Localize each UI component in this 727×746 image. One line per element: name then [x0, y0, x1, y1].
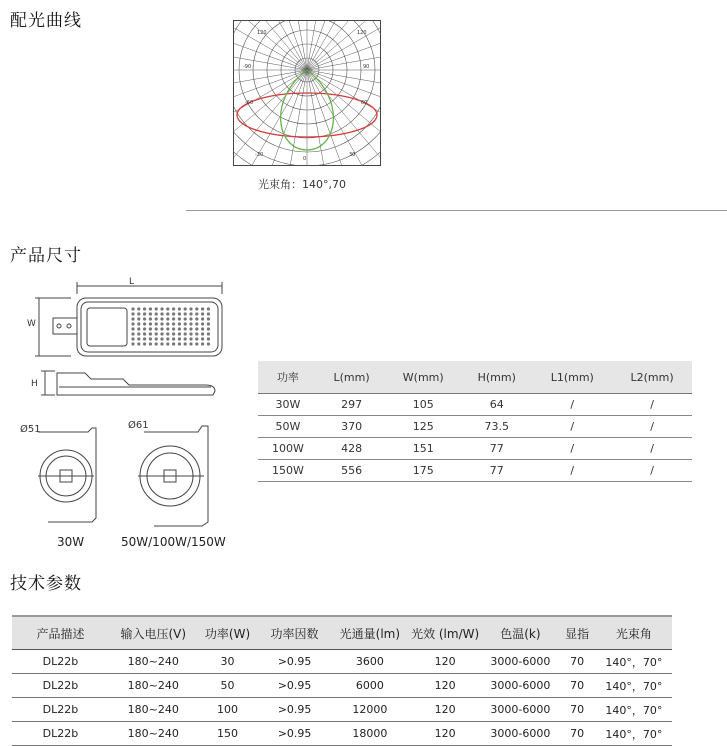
led-dot [149, 337, 152, 340]
polar-ring-label: 60 [361, 100, 368, 106]
led-dot [131, 312, 134, 315]
led-dot [155, 307, 158, 310]
led-dot [137, 312, 140, 315]
led-dot [207, 322, 210, 325]
polar-ring-label: 0 [303, 156, 307, 162]
table-cell: 70 [559, 650, 596, 674]
led-dot [178, 312, 181, 315]
led-dot [201, 322, 204, 325]
led-dot [155, 322, 158, 325]
led-dot [178, 342, 181, 345]
table-cell: >0.95 [257, 698, 331, 722]
led-dot [166, 322, 169, 325]
tech-title: 技术参数 [10, 574, 82, 594]
led-dot [178, 337, 181, 340]
col-header: 光束角 [596, 616, 672, 650]
led-dot [143, 312, 146, 315]
table-cell: 100 [198, 698, 258, 722]
led-dot [137, 337, 140, 340]
table-cell: 70 [559, 698, 596, 722]
end-view-50w-150w [124, 418, 224, 530]
led-dot [207, 332, 210, 335]
table-cell: 70 [559, 722, 596, 746]
polar-light-distribution-chart [233, 20, 381, 166]
led-dot [155, 327, 158, 330]
led-dot [166, 312, 169, 315]
led-dot [195, 317, 198, 320]
led-dot [184, 332, 187, 335]
table-cell: / [532, 438, 612, 460]
led-dot [189, 322, 192, 325]
led-dot [201, 317, 204, 320]
dimension-table [258, 361, 692, 482]
led-dot [137, 322, 140, 325]
table-cell: 120 [408, 698, 482, 722]
led-dot [172, 332, 175, 335]
led-dot [166, 327, 169, 330]
led-dot [166, 332, 169, 335]
table-cell: / [532, 460, 612, 482]
led-dot [143, 307, 146, 310]
table-cell: / [532, 416, 612, 438]
led-array [131, 307, 210, 345]
table-row [258, 438, 692, 460]
led-dot [155, 312, 158, 315]
dim-label-h: H [31, 379, 38, 389]
led-dot [172, 307, 175, 310]
col-header: 产品描述 [12, 616, 109, 650]
led-dot [166, 337, 169, 340]
table-cell: 100W [258, 438, 318, 460]
table-cell: 12000 [332, 698, 408, 722]
col-header: H(mm) [461, 361, 532, 394]
led-dot [149, 317, 152, 320]
table-cell: 3000-6000 [482, 698, 558, 722]
table-cell: 120 [408, 674, 482, 698]
led-dot [195, 342, 198, 345]
driver-box [87, 308, 127, 346]
led-dot [143, 317, 146, 320]
led-dot [184, 327, 187, 330]
table-cell: DL22b [12, 698, 109, 722]
led-dot [207, 337, 210, 340]
led-dot [201, 342, 204, 345]
led-dot [160, 307, 163, 310]
led-dot [166, 342, 169, 345]
led-dot [137, 307, 140, 310]
polar-ring-label: 90 [363, 64, 370, 70]
led-dot [155, 342, 158, 345]
table-cell: 64 [461, 394, 532, 416]
led-dot [184, 312, 187, 315]
led-dot [131, 322, 134, 325]
table-row [258, 416, 692, 438]
table-cell: / [532, 394, 612, 416]
led-dot [207, 307, 210, 310]
table-cell: / [612, 416, 692, 438]
table-cell: 180~240 [109, 650, 198, 674]
led-dot [166, 307, 169, 310]
led-dot [184, 317, 187, 320]
led-dot [201, 327, 204, 330]
table-cell: DL22b [12, 674, 109, 698]
led-dot [137, 342, 140, 345]
table-cell: 73.5 [461, 416, 532, 438]
table-row [12, 650, 672, 674]
table-cell: 140°，70° [596, 674, 672, 698]
led-dot [149, 312, 152, 315]
led-dot [143, 332, 146, 335]
col-header: 光通量(lm) [332, 616, 408, 650]
section-divider [186, 210, 727, 211]
led-dot [160, 322, 163, 325]
led-dot [149, 327, 152, 330]
col-header: 功率(W) [198, 616, 258, 650]
table-cell: 77 [461, 438, 532, 460]
led-dot [143, 337, 146, 340]
led-dot [201, 312, 204, 315]
tech-table-header [12, 616, 672, 650]
led-dot [160, 317, 163, 320]
table-cell: 3600 [332, 650, 408, 674]
table-cell: 3000-6000 [482, 650, 558, 674]
table-cell: / [612, 460, 692, 482]
polar-ring-label: 120 [257, 30, 267, 36]
table-cell: 140°，70° [596, 650, 672, 674]
led-dot [178, 317, 181, 320]
led-dot [195, 322, 198, 325]
col-header: 色温(k) [482, 616, 558, 650]
led-dot [189, 342, 192, 345]
table-cell: 180~240 [109, 698, 198, 722]
led-dot [178, 327, 181, 330]
led-dot [137, 317, 140, 320]
led-dot [172, 322, 175, 325]
led-dot [131, 317, 134, 320]
led-dot [195, 337, 198, 340]
table-cell: 370 [318, 416, 385, 438]
dim-label-w: W [27, 319, 36, 329]
led-dot [131, 332, 134, 335]
table-row [258, 394, 692, 416]
led-dot [172, 337, 175, 340]
table-cell: 151 [385, 438, 461, 460]
table-cell: 428 [318, 438, 385, 460]
col-header: L1(mm) [532, 361, 612, 394]
led-dot [160, 332, 163, 335]
led-dot [149, 322, 152, 325]
led-dot [189, 337, 192, 340]
table-cell: DL22b [12, 722, 109, 746]
led-dot [189, 332, 192, 335]
table-row [12, 698, 672, 722]
table-cell: >0.95 [257, 650, 331, 674]
table-cell: 50 [198, 674, 258, 698]
table-row [12, 722, 672, 746]
diameter-label-51: Ø51 [20, 424, 41, 435]
col-header: L2(mm) [612, 361, 692, 394]
table-cell: 297 [318, 394, 385, 416]
led-dot [189, 312, 192, 315]
table-row [12, 674, 672, 698]
led-dot [195, 327, 198, 330]
table-cell: >0.95 [257, 674, 331, 698]
led-dot [160, 342, 163, 345]
col-header: W(mm) [385, 361, 461, 394]
table-cell: 140°，70° [596, 698, 672, 722]
led-dot [160, 337, 163, 340]
end-view-30w [18, 418, 108, 530]
table-cell: 6000 [332, 674, 408, 698]
led-dot [189, 307, 192, 310]
led-dot [172, 327, 175, 330]
polar-ring-label: 30 [349, 152, 356, 158]
polar-ring-label: -90 [243, 64, 252, 70]
dimension-table-header [258, 361, 692, 394]
led-dot [137, 327, 140, 330]
led-dot [189, 317, 192, 320]
led-dot [155, 337, 158, 340]
led-dot [207, 312, 210, 315]
table-cell: 3000-6000 [482, 722, 558, 746]
led-dot [189, 327, 192, 330]
table-cell: 556 [318, 460, 385, 482]
led-dot [160, 312, 163, 315]
led-dot [143, 327, 146, 330]
led-dot [149, 332, 152, 335]
col-header: 显指 [559, 616, 596, 650]
led-dot [155, 332, 158, 335]
col-header: 输入电压(V) [109, 616, 198, 650]
table-cell: 18000 [332, 722, 408, 746]
top-view-drawing [25, 276, 230, 366]
table-cell: / [612, 394, 692, 416]
col-header: 功率 [258, 361, 318, 394]
dim-label-l: L [129, 277, 135, 287]
table-cell: 125 [385, 416, 461, 438]
beam-angle-caption: 光束角：140°,70 [258, 178, 346, 191]
col-header: 功率因数 [257, 616, 331, 650]
side-profile [57, 373, 215, 395]
led-dot [149, 307, 152, 310]
led-dot [172, 342, 175, 345]
table-cell: 150W [258, 460, 318, 482]
led-dot [160, 327, 163, 330]
side-view-drawing [25, 367, 225, 399]
size-title: 产品尺寸 [10, 246, 82, 266]
led-dot [131, 337, 134, 340]
table-cell: 70 [559, 674, 596, 698]
table-cell: 140°，70° [596, 722, 672, 746]
table-cell: / [612, 438, 692, 460]
led-dot [195, 312, 198, 315]
tech-params-table [12, 615, 672, 746]
led-dot [131, 342, 134, 345]
table-cell: 120 [408, 722, 482, 746]
table-cell: 150 [198, 722, 258, 746]
led-dot [149, 342, 152, 345]
polar-ring-label: -60 [245, 100, 254, 106]
led-dot [195, 332, 198, 335]
led-dot [184, 342, 187, 345]
led-dot [207, 327, 210, 330]
table-cell: 175 [385, 460, 461, 482]
col-header: L(mm) [318, 361, 385, 394]
led-dot [201, 307, 204, 310]
table-cell: >0.95 [257, 722, 331, 746]
light-curve-title: 配光曲线 [10, 11, 82, 31]
label-50w-100w-150w: 50W/100W/150W [121, 535, 226, 549]
led-dot [207, 342, 210, 345]
table-cell: 120 [408, 650, 482, 674]
table-cell: 77 [461, 460, 532, 482]
led-dot [195, 307, 198, 310]
table-cell: 30W [258, 394, 318, 416]
diameter-label-61: Ø61 [128, 420, 149, 431]
led-dot [184, 307, 187, 310]
table-cell: 30 [198, 650, 258, 674]
led-dot [131, 307, 134, 310]
led-dot [201, 337, 204, 340]
table-cell: 180~240 [109, 722, 198, 746]
label-30w: 30W [57, 535, 85, 549]
table-cell: 105 [385, 394, 461, 416]
table-cell: 180~240 [109, 674, 198, 698]
led-dot [143, 322, 146, 325]
table-cell: 3000-6000 [482, 674, 558, 698]
led-dot [184, 337, 187, 340]
table-cell: 50W [258, 416, 318, 438]
led-dot [137, 332, 140, 335]
led-dot [178, 322, 181, 325]
table-row [258, 460, 692, 482]
led-dot [166, 317, 169, 320]
led-dot [172, 317, 175, 320]
led-dot [201, 332, 204, 335]
polar-chart-svg [233, 20, 381, 166]
led-dot [178, 307, 181, 310]
polar-ring-label: -30 [255, 152, 264, 158]
led-dot [155, 317, 158, 320]
polar-ring-label: 120 [357, 30, 367, 36]
led-dot [178, 332, 181, 335]
lamp-housing-outline [77, 298, 222, 356]
led-dot [172, 312, 175, 315]
led-dot [143, 342, 146, 345]
led-dot [131, 327, 134, 330]
col-header: 光效 (lm/W) [408, 616, 482, 650]
led-dot [207, 317, 210, 320]
led-dot [184, 322, 187, 325]
table-cell: DL22b [12, 650, 109, 674]
